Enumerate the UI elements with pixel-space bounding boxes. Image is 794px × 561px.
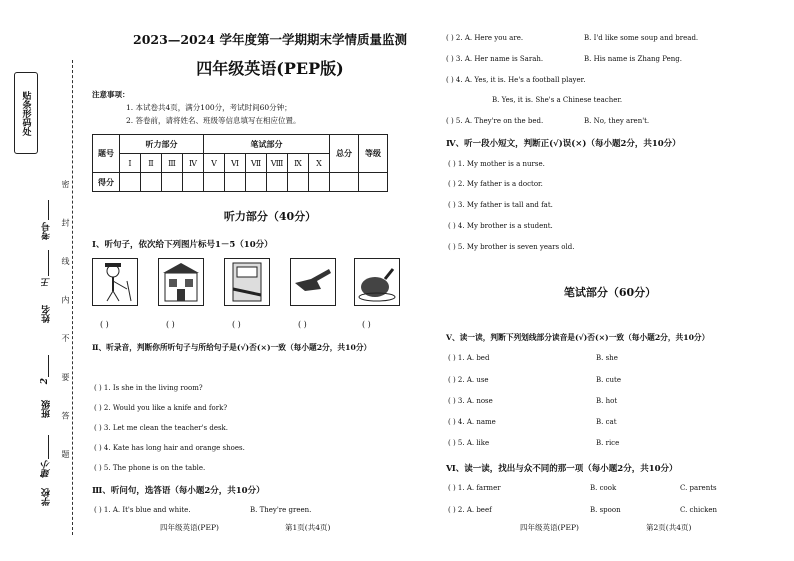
class-label: 班级	[42, 400, 52, 418]
section1-heading: Ⅰ、听句子，依次给下列图片标号1－5（10分）	[92, 240, 273, 250]
house-picture	[158, 258, 204, 306]
score-col-8: Ⅷ	[267, 154, 288, 173]
book-picture	[224, 258, 270, 306]
s5-item-1-b: B. she	[596, 354, 618, 362]
s5-item-3-b: B. hot	[596, 397, 618, 405]
score-cell[interactable]	[204, 173, 225, 192]
s3-item-1: ( ) 1. A. It's blue and white.	[94, 506, 191, 514]
footer-left-course: 四年级英语(PEP)	[160, 523, 219, 532]
writing-title: 笔试部分（60分）	[563, 286, 657, 299]
s3-item-4: ( ) 4. A. Yes, it is. He's a football player.	[446, 76, 586, 84]
note-item-1: 1. 本试卷共4页，满分100分，考试时间60分钟；	[126, 103, 292, 112]
pic-answer-2[interactable]: ( )	[166, 320, 175, 329]
s3-item-3: ( ) 3. A. Her name is Sarah.	[446, 55, 544, 63]
score-cell[interactable]	[225, 173, 246, 192]
s3-item-2-b: B. I'd like some soup and bread.	[584, 34, 699, 42]
score-col-2: Ⅱ	[141, 154, 162, 173]
s2-item-5: ( ) 5. The phone is on the table.	[94, 464, 206, 472]
s6-item-1: ( ) 1. A. farmer	[448, 484, 501, 492]
section5-heading: Ⅴ、读一读，判断下列划线部分读音是(√)否(×)一致（每小题2分，共10分）	[446, 333, 710, 342]
barcode-seal: 贴条形码处	[14, 72, 38, 154]
s5-item-4: ( ) 4. A. name	[448, 418, 496, 426]
score-col-10: Ⅹ	[309, 154, 330, 173]
section6-heading: Ⅵ、读一读，找出与众不同的那一项（每小题2分，共10分）	[446, 464, 678, 474]
score-col-1: Ⅰ	[120, 154, 141, 173]
score-cell[interactable]	[330, 173, 359, 192]
score-cell[interactable]	[288, 173, 309, 192]
s5-item-3: ( ) 3. A. nose	[448, 397, 493, 405]
s5-item-5-b: B. rice	[596, 439, 620, 447]
s5-item-4-b: B. cat	[596, 418, 617, 426]
score-col-3: Ⅲ	[162, 154, 183, 173]
section2-heading: Ⅱ、听录音，判断你所听句子与所给句子是(√)否(×)一致（每小题2分，共10分）	[92, 343, 372, 352]
s3-item-1-b: B. They're green.	[250, 506, 312, 514]
name-handwritten: 王	[42, 278, 52, 287]
note-item-2: 2. 答卷前，请将姓名、班级等信息填写在相应位置。	[126, 116, 301, 125]
farmer-picture	[92, 258, 138, 306]
exam-notes	[92, 88, 301, 127]
s6-item-2-c: C. chicken	[680, 506, 718, 514]
score-cell[interactable]	[141, 173, 162, 192]
section3-heading: Ⅲ、听问句，选答语（每小题2分，共10分）	[92, 486, 265, 496]
s2-item-4: ( ) 4. Kate has long hair and orange shoes.	[94, 444, 245, 452]
binding-strip	[0, 0, 84, 561]
house-icon	[159, 259, 203, 305]
score-grade-header: 等级	[359, 135, 388, 173]
score-cell[interactable]	[309, 173, 330, 192]
score-col-5: Ⅴ	[204, 154, 225, 173]
school-handwritten: 建小	[42, 460, 52, 478]
score-cell[interactable]	[183, 173, 204, 192]
name-label: 姓名	[42, 305, 52, 323]
s4-item-1: ( ) 1. My mother is a nurse.	[448, 160, 545, 168]
score-col-6: Ⅵ	[225, 154, 246, 173]
footer-right-page: 第2页(共4页)	[646, 523, 692, 532]
s3-item-3-b: B. His name is Zhang Peng.	[584, 55, 683, 63]
s6-item-2: ( ) 2. A. beef	[448, 506, 492, 514]
s5-item-1: ( ) 1. A. bed	[448, 354, 490, 362]
exam-title: 2023—2024 学年度第一学期期末学情质量监测	[133, 32, 407, 47]
school-label: 学校	[42, 488, 52, 506]
score-cell[interactable]	[359, 173, 388, 192]
s2-item-2: ( ) 2. Would you like a knife and fork?	[94, 404, 228, 412]
roast-chicken-icon	[355, 259, 399, 305]
score-row-header: 题号	[93, 135, 120, 173]
s4-item-4: ( ) 4. My brother is a student.	[448, 222, 553, 230]
score-col-7: Ⅶ	[246, 154, 267, 173]
score-cell[interactable]	[162, 173, 183, 192]
score-cell[interactable]	[267, 173, 288, 192]
chicken-picture	[354, 258, 400, 306]
exam-no-label: 考号	[42, 222, 52, 240]
score-writing-header: 笔试部分	[204, 135, 330, 154]
s6-item-1-c: C. parents	[680, 484, 717, 492]
s6-item-1-b: B. cook	[590, 484, 617, 492]
exam-no-line	[48, 200, 49, 220]
section4-heading: Ⅳ、听一段小短文，判断正(√)误(×)（每小题2分，共10分）	[446, 139, 681, 149]
book-icon	[225, 259, 269, 305]
hand-picture	[290, 258, 336, 306]
s5-item-2: ( ) 2. A. use	[448, 376, 489, 384]
score-total-header: 总分	[330, 135, 359, 173]
footer-left-page: 第1页(共4页)	[285, 523, 331, 532]
s5-item-2-b: B. cute	[596, 376, 621, 384]
notes-heading: 注意事项：	[92, 90, 130, 99]
name-line	[48, 250, 49, 276]
score-col-4: Ⅳ	[183, 154, 204, 173]
score-listening-header: 听力部分	[120, 135, 204, 154]
pic-answer-5[interactable]: ( )	[362, 320, 371, 329]
school-line	[48, 435, 49, 459]
cut-line	[72, 60, 73, 535]
s3-item-4-b: B. Yes, it is. She's a Chinese teacher.	[492, 96, 623, 104]
s5-item-5: ( ) 5. A. like	[448, 439, 490, 447]
exam-subtitle: 四年级英语(PEP版)	[196, 59, 344, 78]
listening-title: 听力部分（40分）	[223, 210, 317, 223]
s3-item-5-b: B. No, they aren't.	[584, 117, 650, 125]
pic-answer-4[interactable]: ( )	[298, 320, 307, 329]
pic-answer-3[interactable]: ( )	[232, 320, 241, 329]
s3-item-2: ( ) 2. A. Here you are.	[446, 34, 524, 42]
pic-answer-1[interactable]: ( )	[100, 320, 109, 329]
s6-item-2-b: B. spoon	[590, 506, 621, 514]
score-cell[interactable]	[246, 173, 267, 192]
farmer-icon	[93, 259, 137, 305]
pointing-hand-icon	[291, 259, 335, 305]
cut-note: 密 封 线 内 不 要 答 题	[61, 180, 70, 472]
footer-right-course: 四年级英语(PEP)	[520, 523, 579, 532]
score-col-9: Ⅸ	[288, 154, 309, 173]
s4-item-5: ( ) 5. My brother is seven years old.	[448, 243, 575, 251]
s2-item-3: ( ) 3. Let me clean the teacher's desk.	[94, 424, 229, 432]
score-cell[interactable]	[120, 173, 141, 192]
s2-item-1: ( ) 1. Is she in the living room?	[94, 384, 203, 392]
s4-item-2: ( ) 2. My father is a doctor.	[448, 180, 543, 188]
class-handwritten: 2	[40, 378, 50, 385]
score-row-label: 得分	[93, 173, 120, 192]
class-line	[48, 355, 49, 377]
s4-item-3: ( ) 3. My father is tall and fat.	[448, 201, 553, 209]
s3-item-5: ( ) 5. A. They're on the bed.	[446, 117, 544, 125]
score-table	[92, 134, 388, 192]
